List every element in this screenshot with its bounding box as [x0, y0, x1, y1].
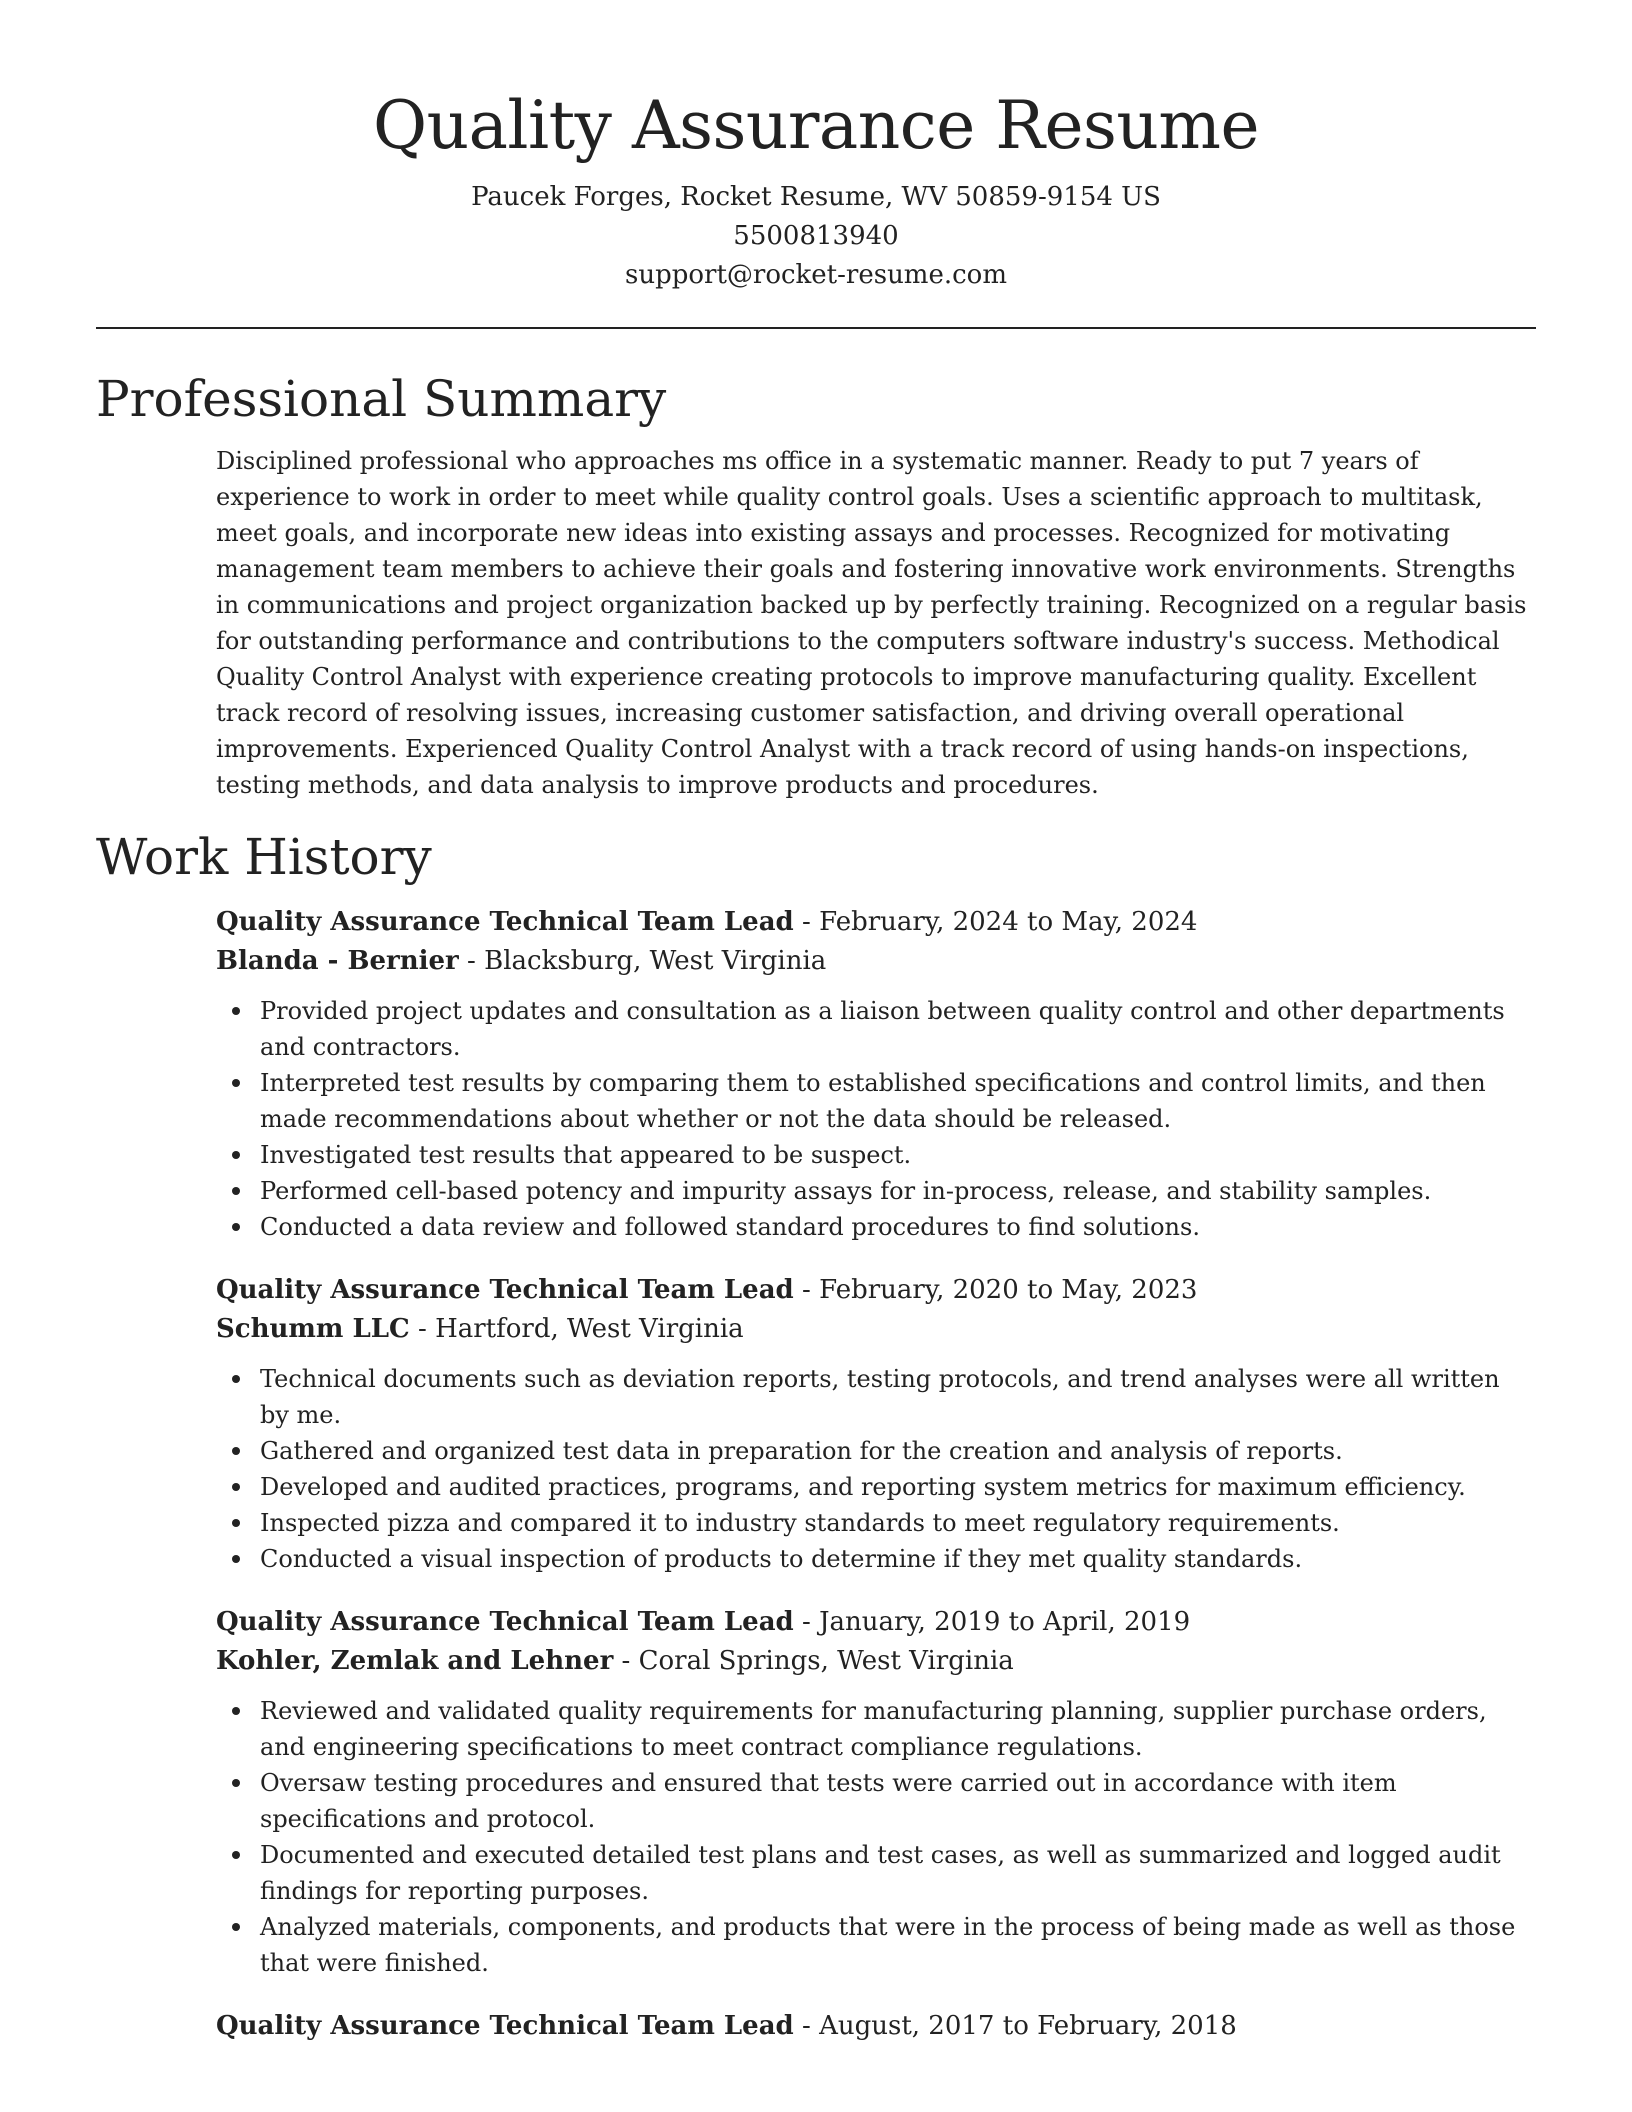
job-entry	[216, 903, 1536, 1245]
contact-address: Paucek Forges, Rocket Resume, WV 50859-9154 US	[471, 182, 1161, 212]
job-bullet: Gathered and organized test data in preparation for the creation and analysis of reports.	[260, 1433, 1536, 1469]
job-separator: -	[793, 1607, 820, 1637]
job-bullet: Oversaw testing procedures and ensured that tests were carried out in accordance with item specifications and protocol.	[260, 1765, 1536, 1837]
job-separator: -	[458, 946, 485, 976]
job-title: Quality Assurance Technical Team Lead	[216, 1607, 794, 1637]
job-bullet-list	[216, 1693, 1536, 1981]
job-separator: -	[613, 1646, 639, 1676]
job-location: Coral Springs, West Virginia	[638, 1646, 1014, 1676]
job-dates: January, 2019 to April, 2019	[819, 1607, 1191, 1637]
job-dates: February, 2020 to May, 2023	[819, 1275, 1198, 1305]
job-bullet: Performed cell-based potency and impurity assays for in-process, release, and stability samples.	[260, 1173, 1536, 1209]
job-company-line	[216, 942, 1536, 981]
job-separator: -	[409, 1314, 436, 1344]
job-separator: -	[793, 907, 820, 937]
summary-heading: Professional Summary	[96, 370, 667, 428]
job-title: Quality Assurance Technical Team Lead	[216, 1275, 794, 1305]
job-bullet: Provided project updates and consultation as a liaison between quality control and other departments and contractors.	[260, 993, 1536, 1065]
job-entry	[216, 1271, 1536, 1577]
job-bullet: Developed and audited practices, programs, and reporting system metrics for maximum efficiency.	[260, 1469, 1536, 1505]
header-divider	[96, 327, 1536, 329]
job-title: Quality Assurance Technical Team Lead	[216, 907, 794, 937]
job-bullet: Analyzed materials, components, and products that were in the process of being made as well as those that were finished.	[260, 1909, 1536, 1981]
job-company: Kohler, Zemlak and Lehner	[216, 1646, 614, 1676]
job-dates: February, 2024 to May, 2024	[819, 907, 1198, 937]
job-bullet-list	[216, 993, 1536, 1245]
job-bullet: Investigated test results that appeared to be suspect.	[260, 1137, 1536, 1173]
job-bullet: Inspected pizza and compared it to industry standards to meet regulatory requirements.	[260, 1505, 1536, 1541]
resume-header	[96, 0, 1536, 295]
summary-text: Disciplined professional who approaches ms office in a systematic manner. Ready to put 7 years of experience to work in order to meet while quality control goals. Uses a scientific approach to multitask, meet goals, and incorporate new ideas into existing assays and processes. Recognized for motivating management team members to achieve their goals and fostering innovative work environments. Strengths in communications and project organization backed up by perfectly training. Recognized on a regular basis for outstanding performance and contributions to the computers software industry's success. Methodical Quality Control Analyst with experience creating protocols to improve manufacturing quality. Excellent track record of resolving issues, increasing customer satisfaction, and driving overall operational improvements. Experienced Quality Control Analyst with a track record of using hands-on inspections, testing methods, and data analysis to improve products and procedures.	[216, 447, 1527, 799]
job-company-line	[216, 1310, 1536, 1349]
job-title-line	[216, 2007, 1536, 2046]
work-history-heading: Work History	[96, 828, 432, 886]
job-bullet: Reviewed and validated quality requirements for manufacturing planning, supplier purchase orders, and engineering specifications to meet contract compliance regulations.	[260, 1693, 1536, 1765]
contact-block	[96, 178, 1536, 295]
job-location: Hartford, West Virginia	[435, 1314, 744, 1344]
job-bullet: Documented and executed detailed test plans and test cases, as well as summarized and logged audit findings for reporting purposes.	[260, 1837, 1536, 1909]
job-title: Quality Assurance Technical Team Lead	[216, 2011, 794, 2041]
job-bullet: Conducted a data review and followed standard procedures to find solutions.	[260, 1209, 1536, 1245]
job-company: Blanda - Bernier	[216, 946, 459, 976]
job-title-line	[216, 903, 1536, 942]
job-company-line	[216, 1642, 1536, 1681]
job-company: Schumm LLC	[216, 1314, 410, 1344]
job-entry	[216, 2007, 1536, 2046]
job-location: Blacksburg, West Virginia	[484, 946, 827, 976]
contact-phone: 5500813940	[733, 221, 899, 251]
job-separator: -	[793, 2011, 820, 2041]
job-separator: -	[793, 1275, 820, 1305]
job-bullet: Technical documents such as deviation reports, testing protocols, and trend analyses were all written by me.	[260, 1361, 1536, 1433]
job-dates: August, 2017 to February, 2018	[819, 2011, 1237, 2041]
contact-email: support@rocket-resume.com	[624, 260, 1007, 290]
resume-title: Quality Assurance Resume	[372, 87, 1260, 164]
job-bullet: Interpreted test results by comparing them to established specifications and control limits, and then made recommendations about whether or not the data should be released.	[260, 1065, 1536, 1137]
job-title-line	[216, 1271, 1536, 1310]
job-title-line	[216, 1603, 1536, 1642]
job-bullet-list	[216, 1361, 1536, 1577]
job-entry	[216, 1603, 1536, 1981]
job-bullet: Conducted a visual inspection of products to determine if they met quality standards.	[260, 1541, 1536, 1577]
